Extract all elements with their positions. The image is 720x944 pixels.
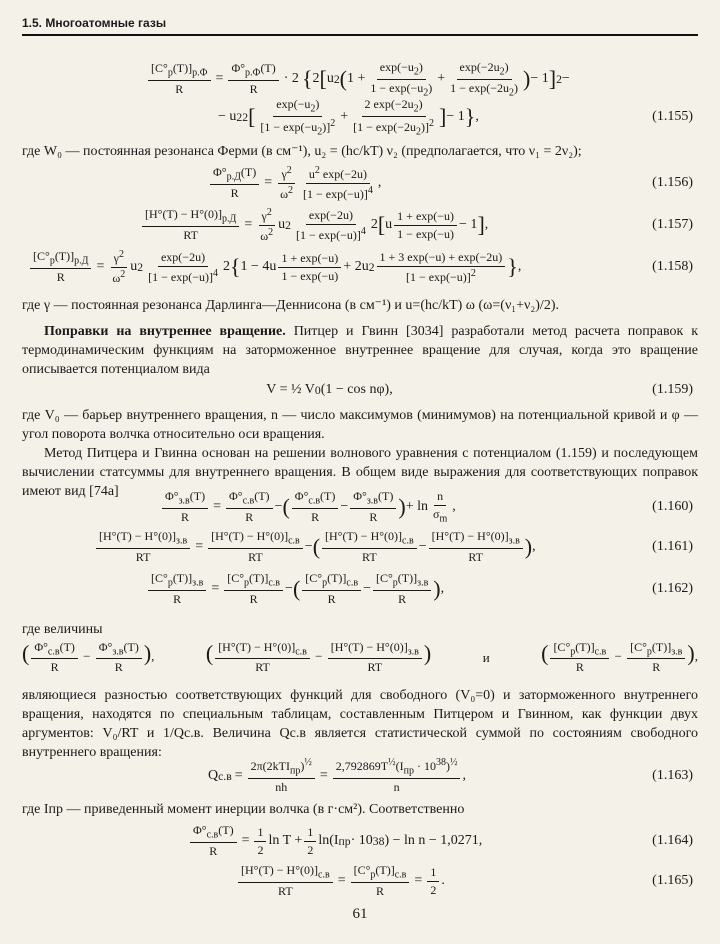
- running-header: [22, 14, 698, 36]
- equation-1-163: Q с.в = $\frac{2\pi(2kTI_{пр})^{\frac{1}{2}}}{nh}$ = $\frac{2,792869T^{\frac{1}{2}}(I_{пр} \cdot 10^{38})^{\frac{1}{2}}}{n}$ , (1.163): [208, 757, 693, 794]
- paragraph-fermi: где W₀ — постоянная резонанса Ферми (в см⁻¹), u₂ = (hc/kT) ν₂ (предполагается, что ν₁ = 2ν₂);: [22, 144, 582, 159]
- equation-1-162: $\frac{[C^\circ_p(T)]_{з.в}}{R}$ = $\frac{[C^\circ_p(T)]_{с.в}}{R}$ − ( $\frac{[C^\circ_p(T)]_{с.в}}{R}$ − $\frac{[C^\circ_p(T)]_{з.в}}{R}$ ) , (1.162): [28, 572, 693, 606]
- equation-number: (1.155): [652, 109, 693, 124]
- equation-1-156: $\frac{\Phi^\circ_{р.Д}(T)}{R}$ = $\frac{\gamma^2}{\omega^2}$ $\frac{u^2 \exp(-2u)}{[1 - \exp(-u)]^4}$ , (1.156): [28, 166, 693, 200]
- equation-number: (1.157): [652, 217, 693, 232]
- equation-number: (1.163): [652, 768, 693, 783]
- equation-1-160: $\frac{\Phi^\circ_{з.в}(T)}{R}$ = $\frac{\Phi^\circ_{с.в}(T)}{R}$ − ( $\frac{\Phi^\circ_{с.в}(T)}{R}$ − $\frac{\Phi^\circ_{з.в}(T)}{R}$ ) + ln $\frac{n}{\sigma_m}$ , (1.160): [28, 490, 693, 524]
- paragraph-barrier: где V₀ — барьер внутреннего вращения, n — число максимумов (минимумов) на потенциальной кривой и φ — угол поворота волчка относительно оси вращения.: [22, 408, 698, 442]
- difference-enthalpy: ( $\frac{[H^\circ(T) - H^\circ(0)]_{с.в}}{RT}$ − $\frac{[H^\circ(T) - H^\circ(0)]_{з.в}}{RT}$ ): [205, 640, 432, 675]
- section-heading: Поправки на внутреннее вращение.: [44, 324, 286, 339]
- difference-heat-capacity: ( $\frac{[C^\circ_p(T)]_{с.в}}{R}$ − $\frac{[C^\circ_p(T)]_{з.в}}{R}$ ),: [541, 640, 698, 675]
- equation-number: (1.162): [652, 581, 693, 596]
- equation-number: (1.158): [652, 259, 693, 274]
- paragraph-inertia: где Iпр — приведенный момент инерции волчка (в г·см²). Соответственно: [22, 802, 465, 817]
- equation-1-155-line1: $\frac{[C^\circ_p(T)]_{р.Ф}}{R}$ = $\frac{\Phi^\circ_{р.Ф}(T)}{R}$ · 2 { 2 [ u 2 ( 1 + $\frac{\exp(-u_2)}{1 - \exp(-u_2)}$ + $\frac{\exp(-2u_2)}{1 - \exp(-2u_2)}$ ) − 1 ] 2 −: [28, 62, 693, 96]
- equation-1-157: $\frac{[H^\circ(T) - H^\circ(0)]_{р.Д}}{RT}$ = $\frac{\gamma^2}{\omega^2}$ u 2 $\frac{\exp(-2u)}{[1 - \exp(-u)]^4}$ 2 [ u $\frac{1 + \exp(-u)}{1 - \exp(-u)}$ − 1 ] , (1.157): [28, 208, 693, 242]
- paragraph-method: Метод Питцера и Гвинна основан на решении волнового уравнения с потенциалом (1.159) и последующем вычислении статсуммы для внутреннего вращения. В общем виде выражения для соответствующих поправок имеют вид [74а]: [22, 446, 698, 499]
- equation-number: (1.160): [652, 499, 693, 514]
- section-title: 1.5. Многоатомные газы: [22, 16, 167, 30]
- difference-phi: ( $\frac{\Phi^\circ_{с.в}(T)}{R}$ − $\frac{\Phi^\circ_{з.в}(T)}{R}$ ),: [22, 640, 155, 675]
- equation-1-159: V = ½ V 0 (1 − cos nφ), (1.159): [266, 382, 693, 397]
- equation-1-158: $\frac{[C^\circ_p(T)]_{р.Д}}{R}$ = $\frac{\gamma^2}{\omega^2}$ u 2 $\frac{\exp(-2u)}{[1 - \exp(-u)]^4}$ 2 { 1 − 4u $\frac{1 + \exp(-u)}{1 - \exp(-u)}$ + 2u 2 $\frac{1 + 3 \exp(-u) + \exp(-2u)}{[1 - \exp(-u)]^2}$ } , (1.158): [28, 250, 693, 284]
- equation-1-161: $\frac{[H^\circ(T) - H^\circ(0)]_{з.в}}{RT}$ = $\frac{[H^\circ(T) - H^\circ(0)]_{с.в}}{RT}$ − ( $\frac{[H^\circ(T) - H^\circ(0)]_{с.в}}{RT}$ − $\frac{[H^\circ(T) - H^\circ(0)]_{з.в}}{RT}$ ) , (1.161): [28, 530, 693, 564]
- paragraph-tables: являющиеся разностью соответствующих функций для свободного (V₀=0) и заторможенного внутреннего вращения, находятся по специальным таблицам, составленным Питцером и Гвинном, как функции двух аргументов: V₀/RT и 1/Qс.в. Величина Qс.в является статистической суммой по состояниям свободного внутреннего вращения:: [22, 688, 698, 760]
- equation-number: (1.164): [652, 833, 693, 848]
- conjunction: и: [482, 649, 490, 665]
- difference-functions-row: [22, 640, 698, 675]
- equation-number: (1.161): [652, 539, 693, 554]
- paragraph-values: где величины: [22, 622, 103, 637]
- page-number: 61: [352, 906, 368, 922]
- equation-1-155-line2: − u 2 2 [ $\frac{\exp(-u_2)}{[1 - \exp(-u_2)]^2}$ + $\frac{2 \exp(-2u_2)}{[1 - \exp(-2u_2)]^2}$ ] − 1 } , (1.155): [218, 97, 693, 137]
- paragraph-internal-rotation: Поправки на внутреннее вращение. Питцер и Гвинн [3034] разработали метод расчета поправок к термодинамическим функциям на заторможенное внутреннее вращение для случая, когда это вращение описывается потенциалом вида: [22, 324, 698, 377]
- equation-number: (1.156): [652, 175, 693, 190]
- header-rule: [22, 34, 698, 36]
- equation-1-164: $\frac{\Phi^\circ_{с.в}(T)}{R}$ = $\frac{1}{2}$ ln T + $\frac{1}{2}$ ln(I пр · 10 38 ) − ln n − 1,0271, (1.164): [28, 824, 693, 858]
- paragraph-darling: где γ — постоянная резонанса Дарлинга—Деннисона (в см⁻¹) и u=(hc/kT) ω (ω=(ν₁+ν₂)/2).: [22, 298, 559, 313]
- equation-1-165: $\frac{[H^\circ(T) - H^\circ(0)]_{с.в}}{RT}$ = $\frac{[C^\circ_p(T)]_{с.в}}{R}$ = $\frac{1}{2}$ . (1.165): [28, 864, 693, 898]
- equation-number: (1.165): [652, 873, 693, 888]
- equation-number: (1.159): [652, 382, 693, 397]
